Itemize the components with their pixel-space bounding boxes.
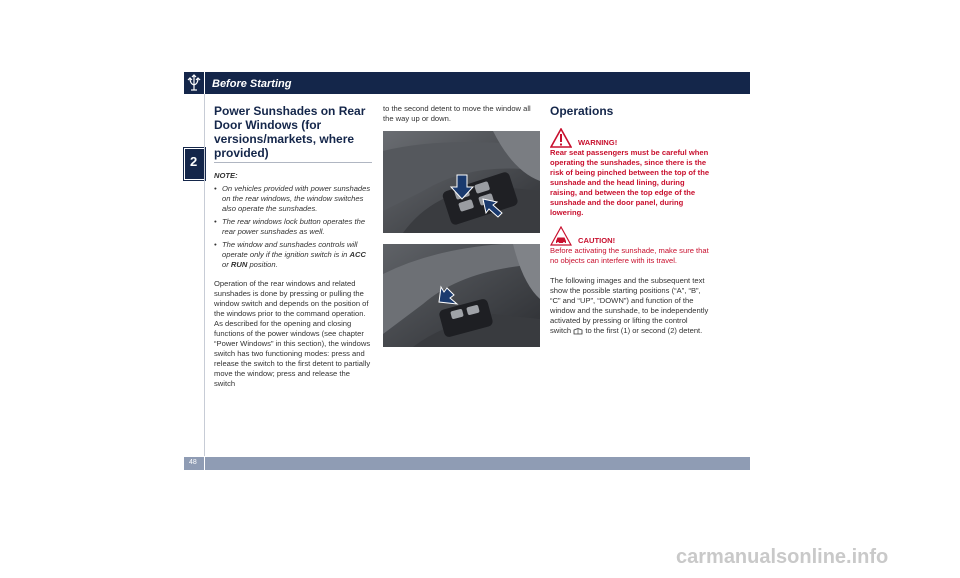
warning-label: WARNING! xyxy=(578,138,618,147)
body-text: The following images and the subsequent text show the possible starting positions (“A”, “B”, “C” and “UP”, “DOWN”) and function of the window and the sunshade, to be independently activated by pressing or lifting the control switch xyxy=(550,276,709,335)
body-paragraph: As described for the opening and closing functions of the power windows (see chapter “Power Windows” in this section), the windows switch has two functioning modes: press and release the switch to the first detent to partially move the window; press and release the switch xyxy=(214,319,371,388)
note-list xyxy=(214,184,372,270)
caution-header xyxy=(550,224,710,246)
section-title: Before Starting xyxy=(212,78,292,90)
heading-rule xyxy=(214,162,372,163)
warning-header xyxy=(550,126,710,148)
warning-text: Rear seat passengers must be careful when operating the sunshades, since there is the risk of being pinched between the top of the sunshade and the head lining, during raising, and between the top edge of the sunshade and the door panel, during lowering. xyxy=(550,148,710,217)
door-switch-photo-2 xyxy=(383,244,540,347)
note-item: • The rear windows lock button operates the rear power sunshades as well. xyxy=(214,217,372,237)
chapter-number: 2 xyxy=(190,154,198,169)
watermark: carmanualsonline.info xyxy=(676,546,889,568)
column-1 xyxy=(214,104,372,389)
side-divider xyxy=(204,94,205,456)
note-text: The window and sunshades controls will operate only if the ignition switch is in xyxy=(222,240,358,259)
caution-label: CAUTION! xyxy=(578,236,616,245)
note-item: • On vehicles provided with power sunshades on the rear windows, the window switches also operate the sunshades. xyxy=(214,184,372,214)
column-3 xyxy=(550,104,710,336)
column-2 xyxy=(383,104,541,124)
body-paragraph: Operation of the rear windows and related sunshades is done by pressing or pulling the window switch and depends on the position of the windows prior to the command operation. xyxy=(214,279,369,318)
footer-bar xyxy=(184,457,750,470)
note-text: position. xyxy=(247,260,278,269)
warning-triangle-icon xyxy=(550,128,572,148)
brand-logo xyxy=(184,72,205,94)
body-paragraph: to the second detent to move the window all the way up or down. xyxy=(383,104,531,123)
run-label: RUN xyxy=(230,260,248,269)
window-switch-icon xyxy=(573,328,583,335)
body-text: to the first (1) or second (2) detent. xyxy=(585,326,703,335)
page-number: 48 xyxy=(189,459,197,466)
body-paragraph xyxy=(550,276,710,336)
note-item xyxy=(214,240,372,270)
operations-heading: Operations xyxy=(550,104,614,118)
trident-logo-icon xyxy=(184,72,204,94)
door-switch-photo-1 xyxy=(383,131,540,233)
note-label: NOTE: xyxy=(214,171,238,180)
acc-label: ACC xyxy=(349,250,366,259)
caution-car-icon xyxy=(550,226,572,246)
note-text: or xyxy=(222,260,231,269)
section-heading: Power Sunshades on Rear Door Windows (for versions/markets, where provided) xyxy=(214,104,366,160)
caution-text: Before activating the sunshade, make sure that no objects can interfere with its travel. xyxy=(550,246,709,265)
